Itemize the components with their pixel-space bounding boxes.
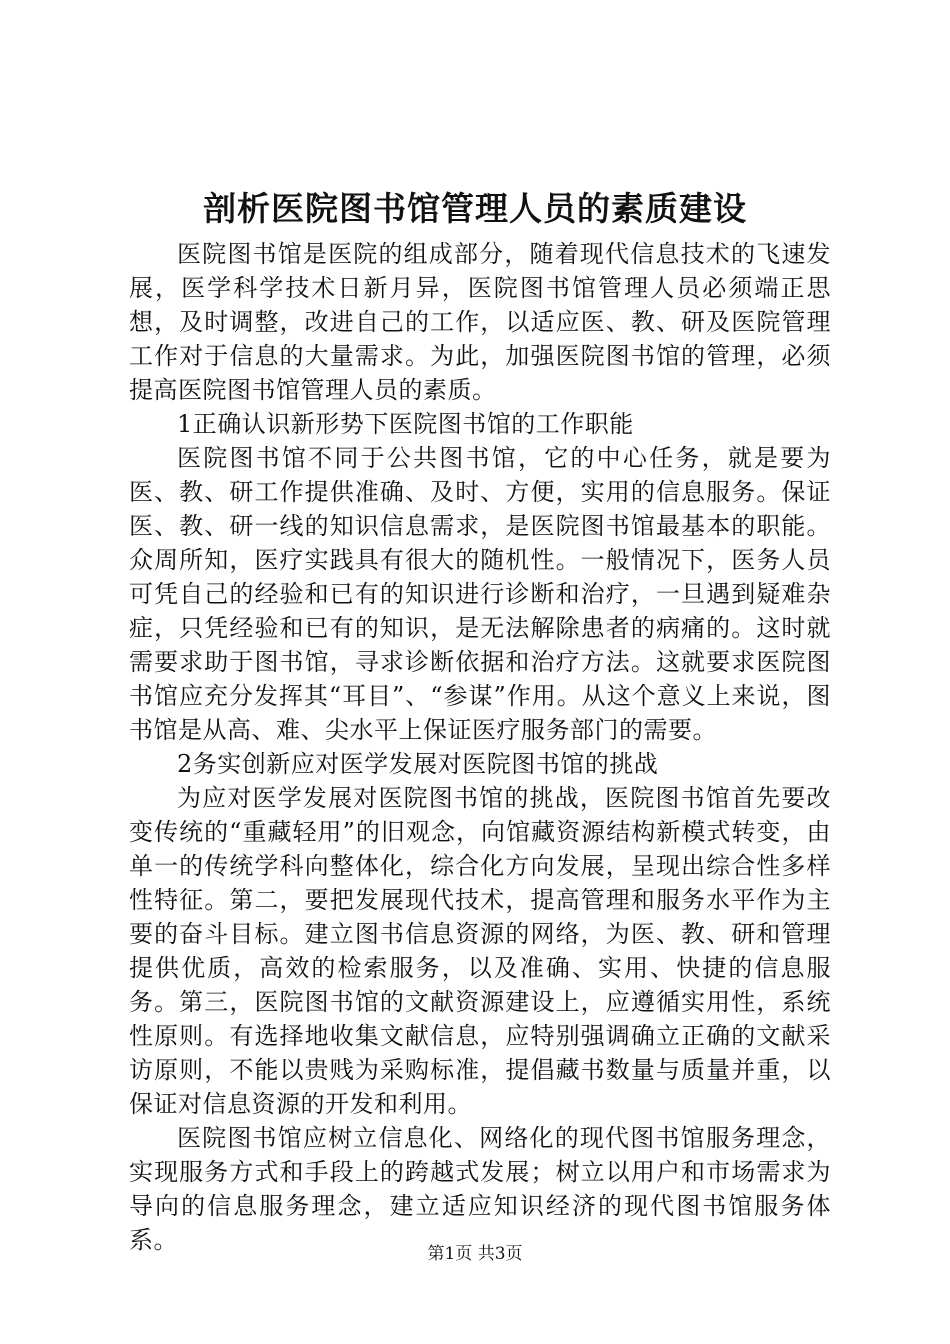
paragraph-section-2: 为应对医学发展对医院图书馆的挑战，医院图书馆首先要改变传统的“重藏轻用”的旧观念，向馆藏资源结构新模式转变，由单一的传统学科向整体化，综合化方向发展，呈现出综合性多样性特征。第二，要把发展现代技术，提高管理和服务水平作为主要的奋斗目标。建立图书信息资源的网络，为医、教、研和管理提供优质，高效的检索服务，以及准确、实用、快捷的信息服务。第三，医院图书馆的文献资源建设上，应遵循实用性，系统性原则。有选择地收集文献信息，应特别强调确立正确的文献采访原则，不能以贵贱为采购标准，提倡藏书数量与质量并重，以保证对信息资源的开发和利用。 <box>129 784 831 1118</box>
document-body <box>129 237 831 1257</box>
section-heading-2: 2务实创新应对医学发展对医院图书馆的挑战 <box>177 750 659 778</box>
paragraph-section-1: 医院图书馆不同于公共图书馆，它的中心任务，就是要为医、教、研工作提供准确、及时、方便，实用的信息服务。保证医、教、研一线的知识信息需求，是医院图书馆最基本的职能。众周所知，医疗实践具有很大的随机性。一般情况下，医务人员可凭自己的经验和已有的知识进行诊断和治疗，一旦遇到疑难杂症，只凭经验和已有的知识，是无法解除患者的病痛的。这时就需要求助于图书馆，寻求诊断依据和治疗方法。这就要求医院图书馆应充分发挥其“耳目”、“参谋”作用。从这个意义上来说，图书馆是从高、难、尖水平上保证医疗服务部门的需要。 <box>129 444 831 744</box>
paragraph-intro: 医院图书馆是医院的组成部分，随着现代信息技术的飞速发展，医学科学技术日新月异，医院图书馆管理人员必须端正思想，及时调整，改进自己的工作，以适应医、教、研及医院管理工作对于信息的大量需求。为此，加强医院图书馆的管理，必须提高医院图书馆管理人员的素质。 <box>129 240 831 404</box>
document-title: 剖析医院图书馆管理人员的素质建设 <box>203 189 747 228</box>
section-heading-1: 1正确认识新形势下医院图书馆的工作职能 <box>177 410 634 438</box>
paragraph-closing: 医院图书馆应树立信息化、网络化的现代图书馆服务理念，实现服务方式和手段上的跨越式发展；树立以用户和市场需求为导向的信息服务理念，建立适应知识经济的现代图书馆服务体系。 <box>129 1124 831 1254</box>
page-footer: 第1页 共3页 <box>427 1244 523 1264</box>
